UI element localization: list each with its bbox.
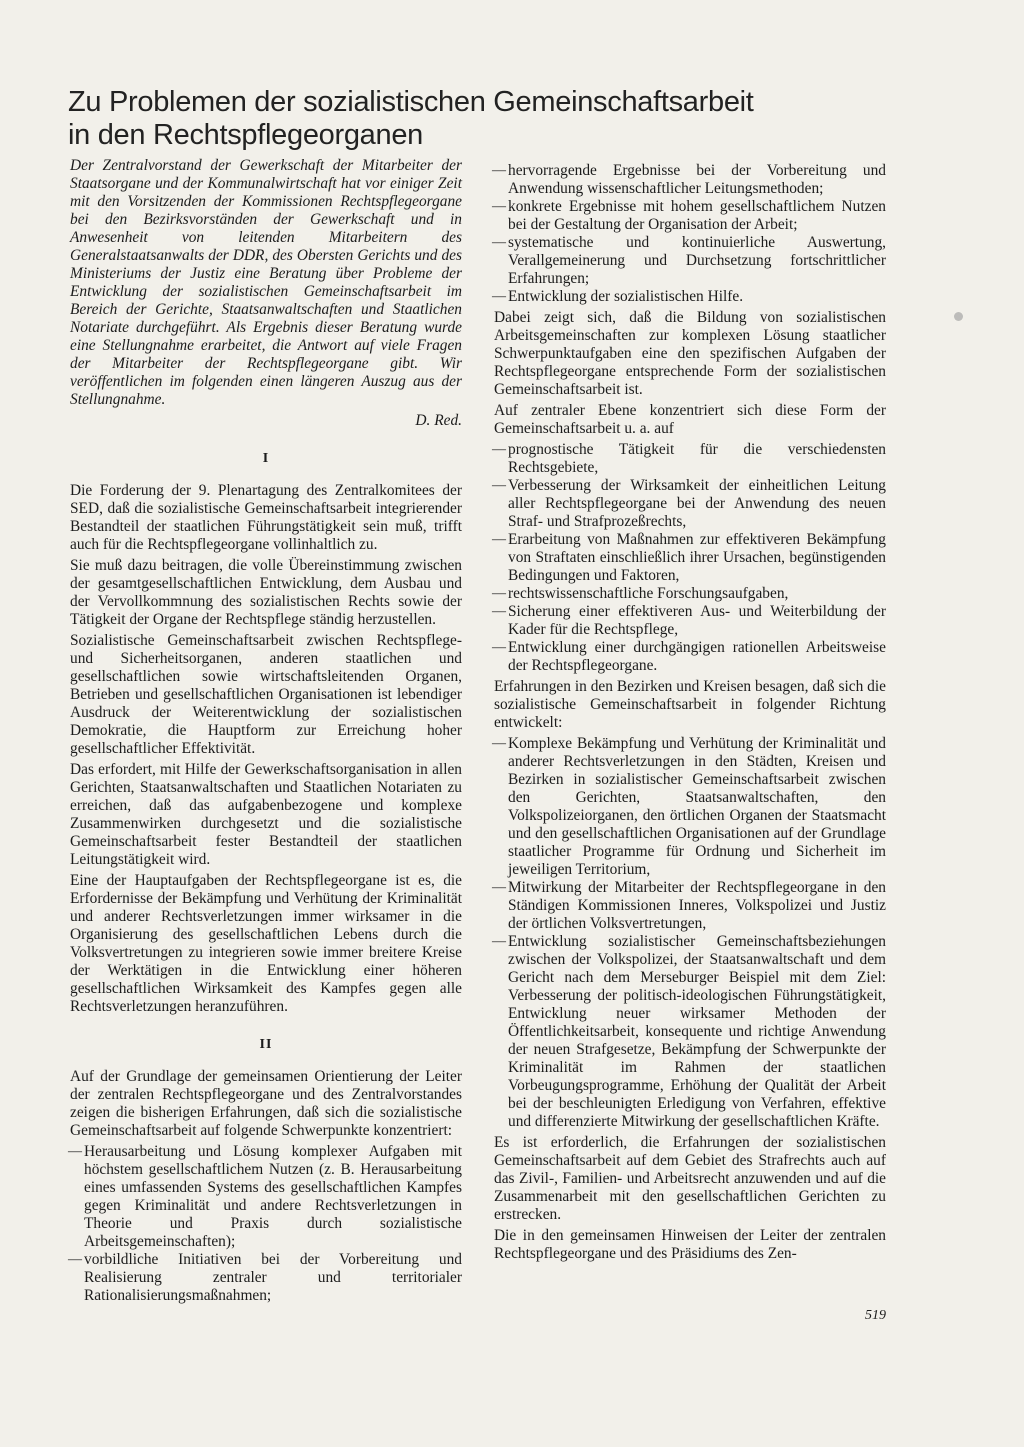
list-item: — konkrete Ergebnisse mit hohem gesellschaftlichem Nutzen bei der Gestaltung der Organisation der Arbeit; <box>494 198 886 234</box>
editorial-signature: D. Red. <box>415 412 462 429</box>
paragraph: Dabei zeigt sich, daß die Bildung von sozialistischen Arbeitsgemeinschaften zur komplexen Lösung staatlicher Schwerpunktaufgaben eine den spezifischen Aufgaben der Rechtspflegeorgane entsprechende Form der sozialistischen Gemeinschaftsarbeit ist. <box>494 309 886 398</box>
paragraph: Eine der Hauptaufgaben der Rechtspflegeorgane ist es, die Erfordernisse der Bekämpfung und Verhütung der Kriminalität und anderer Rechtsverletzungen immer wirksamer in die Organisierung des gesellschaftlichen Lebens durch die Volksvertretungen zu integrieren sowie immer breitere Kreise der Werktätigen in die Entwicklung einer höheren gesellschaftlichen Wirksamkeit des Kampfes gegen alle Rechtsverletzungen heranzuführen. <box>70 872 462 1015</box>
list-item: — rechtswissenschaftliche Forschungsaufgaben, <box>494 585 886 603</box>
list-item: — vorbildliche Initiativen bei der Vorbereitung und Realisierung zentraler und territorialer Rationalisierungsmaßnahmen; <box>70 1251 462 1305</box>
list-item: — systematische und kontinuierliche Auswertung, Verallgemeinerung und Durchsetzung fortschrittlicher Erfahrungen; <box>494 234 886 288</box>
list-item: — prognostische Tätigkeit für die verschiedensten Rechtsgebiete, <box>494 441 886 477</box>
paragraph: Die in den gemeinsamen Hinweisen der Leiter der zentralen Rechtspflegeorgane und des Präsidiums des Zen- <box>494 1227 886 1262</box>
section-heading-1: I <box>262 451 270 466</box>
left-column <box>70 157 462 1308</box>
paragraph: Sozialistische Gemeinschaftsarbeit zwischen Rechtspflege- und Sicherheitsorganen, anderen staatlichen und gesellschaftlichen sowie wirtschaftsleitenden Organen, Betrieben und gesellschaftlichen Organisationen ist lebendiger Ausdruck der Weiterentwicklung der sozialistischen Demokratie, die Hauptform zur Erreichung hoher gesellschaftlicher Effektivität. <box>70 632 462 757</box>
dash-list <box>494 162 886 306</box>
list-item: — Entwicklung der sozialistischen Hilfe. <box>494 288 886 306</box>
paragraph: Auf zentraler Ebene konzentriert sich diese Form der Gemeinschaftsarbeit u. a. auf <box>494 402 886 437</box>
dash-list <box>494 735 886 1131</box>
editorial-intro: Der Zentralvorstand der Gewerkschaft der Mitarbeiter der Staatsorgane und der Kommunalwirtschaft hat vor einiger Zeit mit den Vorsitzenden der Kommissionen Rechtspflegeorgane bei den Bezirksvorständen der Gewerkschaft und in Anwesenheit von leitenden Mitarbeitern des Generalstaatsanwalts der DDR, des Obersten Gerichts und des Ministeriums der Justiz eine Beratung über Probleme der Entwicklung der sozialistischen Gemeinschaftsarbeit im Bereich der Gerichte, Staatsanwaltschaften und Staatlichen Notariate durchgeführt. Als Ergebnis dieser Beratung wurde eine Stellungnahme erarbeitet, die Antwort auf viele Fragen der Mitarbeiter der Rechtspflegeorgane gibt. Wir veröffentlichen im folgenden einen längeren Auszug aus der Stellungnahme. <box>70 157 462 408</box>
list-item: — Sicherung einer effektiveren Aus- und Weiterbildung der Kader für die Rechtspflege, <box>494 603 886 639</box>
paper-speck <box>954 312 963 321</box>
list-item: — Entwicklung einer durchgängigen rationellen Arbeitsweise der Rechtspflegeorgane. <box>494 639 886 675</box>
section-heading-2: II <box>259 1037 273 1052</box>
paragraph: Das erfordert, mit Hilfe der Gewerkschaftsorganisation in allen Gerichten, Staatsanwaltschaften und Staatlichen Notariaten zu erreichen, daß das aufgabenbezogene und komplexe Zusammenwirken durchgesetzt und die sozialistische Gemeinschaftsarbeit fester Bestandteil der staatlichen Leitungstätigkeit wird. <box>70 761 462 868</box>
paragraph: Erfahrungen in den Bezirken und Kreisen besagen, daß sich die sozialistische Gemeinschaftsarbeit in folgender Richtung entwickelt: <box>494 678 886 731</box>
dash-list <box>70 1143 462 1305</box>
article-title <box>68 86 968 152</box>
list-item: — Mitwirkung der Mitarbeiter der Rechtspflegeorgane in den Ständigen Kommissionen Inneres, Volkspolizei und Justiz der örtlichen Volksvertretungen, <box>494 879 886 933</box>
paragraph: Sie muß dazu beitragen, die volle Übereinstimmung zwischen der gesamtgesellschaftlichen Entwicklung, dem Ausbau und der Vervollkommnung des sozialistischen Rechts sowie der Tätigkeit der Organe der Rechtspflege ständig herzustellen. <box>70 557 462 628</box>
list-item: — hervorragende Ergebnisse bei der Vorbereitung und Anwendung wissenschaftlicher Leitungsmethoden; <box>494 162 886 198</box>
list-item: — Erarbeitung von Maßnahmen zur effektiveren Bekämpfung von Straftaten einschließlich ihrer Ursachen, begünstigenden Bedingungen und Faktoren, <box>494 531 886 585</box>
list-item: — Herausarbeitung und Lösung komplexer Aufgaben mit höchstem gesellschaftlichem Nutzen (z. B. Herausarbeitung eines umfassenden Systems des gesellschaftlichen Kampfes gegen Kriminalität und andere Rechtsverletzungen in Theorie und Praxis durch sozialistische Arbeitsgemeinschaften); <box>70 1143 462 1251</box>
right-column <box>494 162 886 1266</box>
dash-list <box>494 441 886 675</box>
paragraph: Es ist erforderlich, die Erfahrungen der sozialistischen Gemeinschaftsarbeit auf dem Gebiet des Strafrechts auch auf das Zivil-, Familien- und Arbeitsrecht anzuwenden und auf die Zusammenarbeit mit den gesellschaftlichen Gerichten zu erstrecken. <box>494 1134 886 1223</box>
list-item: — Komplexe Bekämpfung und Verhütung der Kriminalität und anderer Rechtsverletzungen in den Städten, Kreisen und Bezirken in sozialistischer Gemeinschaftsarbeit zwischen den Gerichten, Staatsanwaltschaften, den Volkspolizeiorganen, den örtlichen Organen der Staatsmacht und den gesellschaftlichen Organisationen auf der Grundlage staatlicher Programme für Ordnung und Sicherheit im jeweiligen Territorium, <box>494 735 886 879</box>
page-number: 519 <box>865 1308 886 1323</box>
article-title-line-1: Zu Problemen der sozialistischen Gemeinschaftsarbeit <box>68 86 754 118</box>
list-item: — Verbesserung der Wirksamkeit der einheitlichen Leitung aller Rechtspflegeorgane bei der Anwendung des neuen Straf- und Strafprozeßrechts, <box>494 477 886 531</box>
paragraph: Auf der Grundlage der gemeinsamen Orientierung der Leiter der zentralen Rechtspflegeorgane und des Zentralvorstandes zeigen die bisherigen Erfahrungen, daß sich die sozialistische Gemeinschaftsarbeit auf folgende Schwerpunkte konzentriert: <box>70 1068 462 1139</box>
list-item: — Entwicklung sozialistischer Gemeinschaftsbeziehungen zwischen der Volkspolizei, der Staatsanwaltschaft und dem Gericht nach dem Merseburger Beispiel mit dem Ziel: Verbesserung der politisch-ideologischen Führungstätigkeit, Entwicklung neuer wirksamer Methoden der Öffentlichkeitsarbeit, konsequente und richtige Anwendung der neuen Strafgesetze, Bekämpfung der Schwerpunkte der Kriminalität im Rahmen der staatlichen Vorbeugungsprogramme, Erhöhung der Qualität der Arbeit bei der beschleunigten Erledigung von Verfahren, effektive und differenzierte Mitwirkung der gesellschaftlichen Kräfte. <box>494 933 886 1131</box>
paragraph: Die Forderung der 9. Plenartagung des Zentralkomitees der SED, daß die sozialistische Gemeinschaftsarbeit integrierender Bestandteil der staatlichen Führungstätigkeit sein muß, trifft auch für die Rechtspflegeorgane vollinhaltlich zu. <box>70 482 462 553</box>
article-title-line-2: in den Rechtspflegeorganen <box>68 119 423 151</box>
